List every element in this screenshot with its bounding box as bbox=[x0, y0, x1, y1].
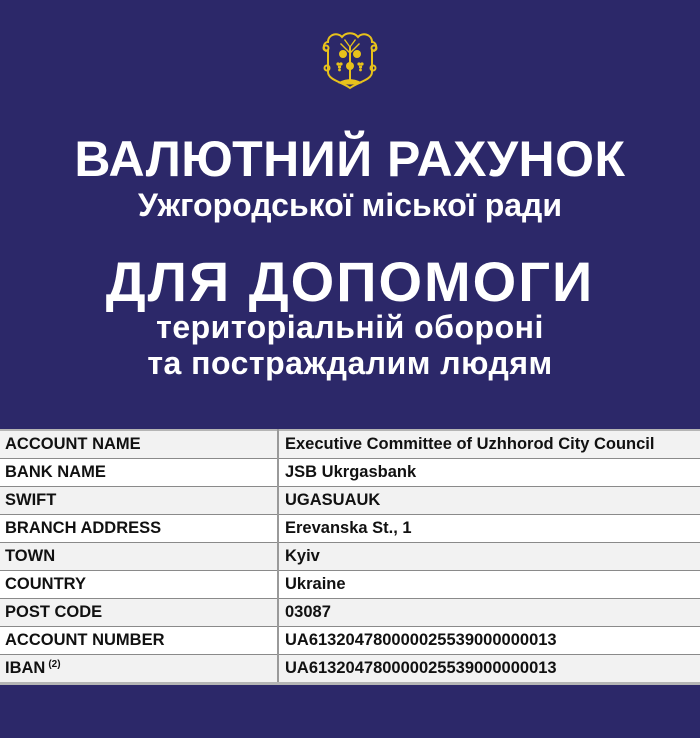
swift-value: UGASUAUK bbox=[278, 487, 700, 515]
table-row bbox=[0, 571, 700, 599]
table-row bbox=[0, 459, 700, 487]
title-line-1: ВАЛЮТНИЙ РАХУНОК bbox=[74, 131, 626, 187]
table-row bbox=[0, 430, 700, 459]
purpose-line-3: та постраждалим людям bbox=[147, 345, 553, 381]
post-code-label: POST CODE bbox=[0, 599, 278, 627]
swift-label: SWIFT bbox=[0, 487, 278, 515]
uzhhorod-coat-of-arms-icon bbox=[318, 28, 382, 92]
account-name-value: Executive Committee of Uzhhorod City Council bbox=[278, 430, 700, 459]
iban-footnote-marker: (2) bbox=[48, 659, 61, 670]
branch-address-value: Erevanska St., 1 bbox=[278, 515, 700, 543]
purpose-line-2: територіальній обороні bbox=[156, 309, 544, 345]
table-row bbox=[0, 599, 700, 627]
table-row bbox=[0, 487, 700, 515]
table-row bbox=[0, 655, 700, 684]
post-code-value: 03087 bbox=[278, 599, 700, 627]
table-row bbox=[0, 515, 700, 543]
purpose-line-1: ДЛЯ ДОПОМОГИ bbox=[105, 250, 595, 313]
town-value: Kyiv bbox=[278, 543, 700, 571]
table-row bbox=[0, 627, 700, 655]
account-details-table bbox=[0, 429, 700, 685]
account-name-label: ACCOUNT NAME bbox=[0, 430, 278, 459]
title-line-2: Ужгородської міської ради bbox=[137, 187, 563, 223]
country-value: Ukraine bbox=[278, 571, 700, 599]
account-number-value: UA613204780000025539000000013 bbox=[278, 627, 700, 655]
bank-name-value: JSB Ukrgasbank bbox=[278, 459, 700, 487]
account-number-label: ACCOUNT NUMBER bbox=[0, 627, 278, 655]
iban-label: IBAN bbox=[5, 659, 46, 677]
country-label: COUNTRY bbox=[0, 571, 278, 599]
bank-name-label: BANK NAME bbox=[0, 459, 278, 487]
branch-address-label: BRANCH ADDRESS bbox=[0, 515, 278, 543]
iban-label-cell bbox=[0, 655, 278, 684]
table-row bbox=[0, 543, 700, 571]
iban-value: UA613204780000025539000000013 bbox=[285, 659, 557, 677]
town-label: TOWN bbox=[0, 543, 278, 571]
